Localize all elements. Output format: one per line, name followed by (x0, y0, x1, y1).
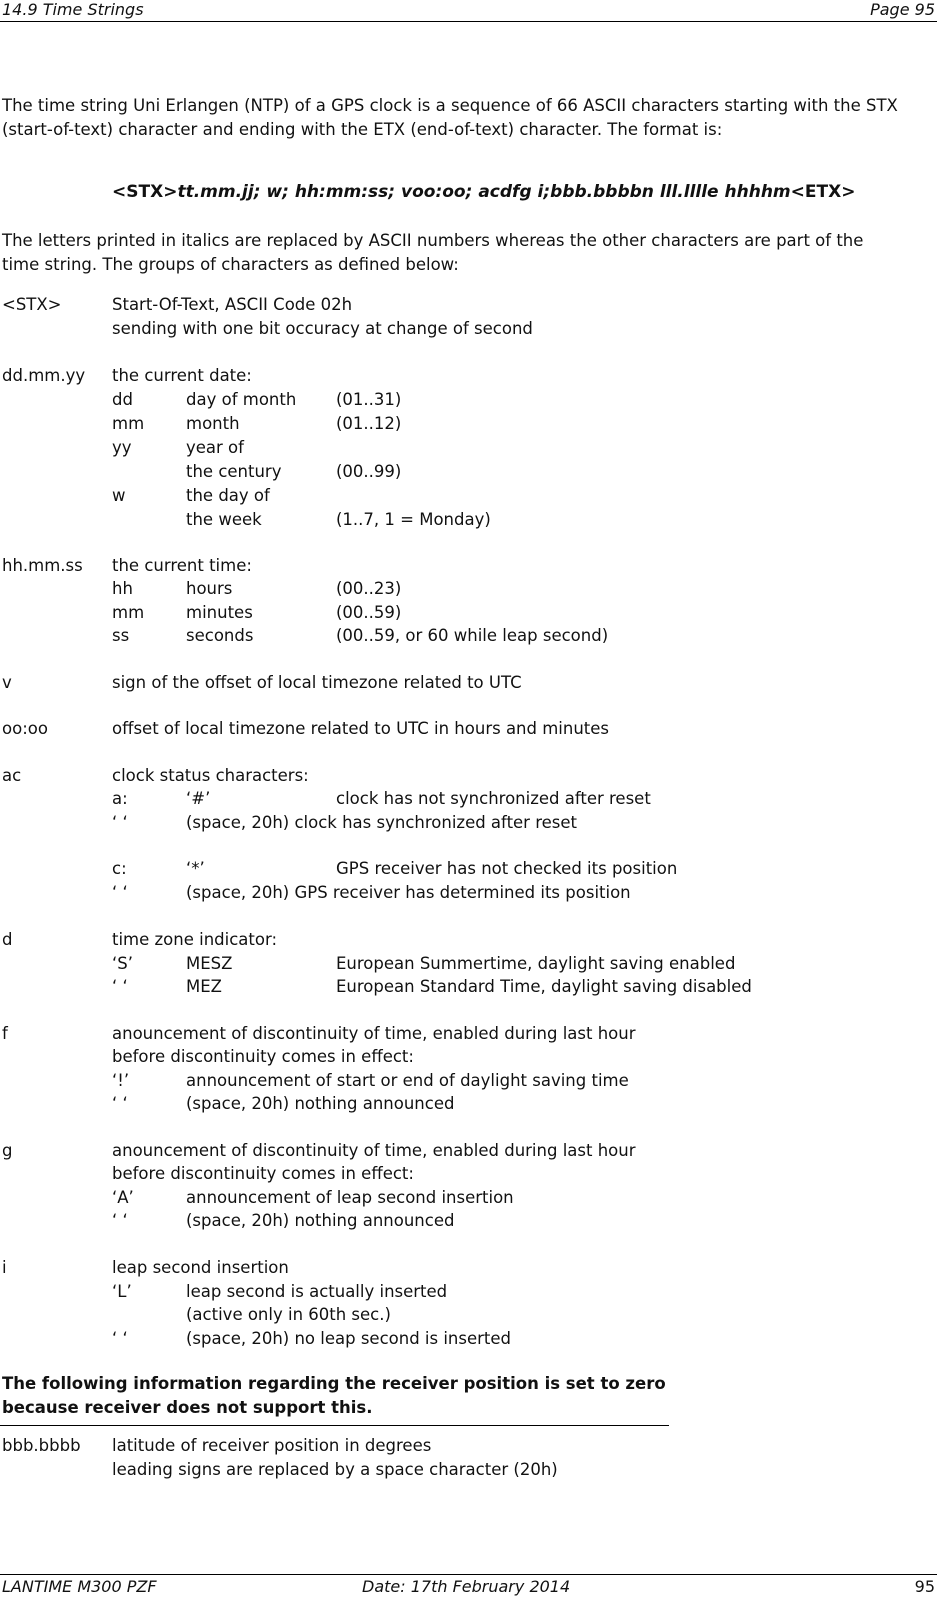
row-key: ‘ ‘ (112, 883, 128, 902)
footer-rule (0, 1574, 937, 1575)
def-term: i (2, 1258, 7, 1277)
row-label: (space, 20h) GPS receiver has determined its position (186, 883, 631, 902)
table-row (0, 1303, 937, 1327)
def-bbb (0, 1434, 937, 1458)
row-key: ‘!’ (112, 1071, 130, 1090)
format-stx: <STX> (112, 182, 178, 202)
def-text: latitude of receiver position in degrees (112, 1436, 432, 1455)
row-label: (space, 20h) no leap second is inserted (186, 1329, 512, 1348)
row-label: the century (186, 462, 282, 481)
running-header-page: Page 95 (870, 0, 935, 19)
table-row (0, 460, 937, 484)
def-ac (0, 764, 937, 788)
row-key: a: (112, 789, 128, 808)
row-key: dd (112, 390, 133, 409)
table-row (0, 1092, 937, 1116)
def-g (0, 1139, 937, 1163)
def-oo (0, 717, 937, 741)
def-text: before discontinuity comes in effect: (112, 1164, 414, 1183)
def-term: <STX> (2, 295, 62, 314)
table-row (0, 787, 937, 811)
def-term: bbb.bbbb (2, 1436, 81, 1455)
row-label: the week (186, 510, 262, 529)
def-v (0, 671, 937, 695)
table-row (0, 388, 937, 412)
intro-paragraph: The time string Uni Erlangen (NTP) of a GPS clock is a sequence of 66 ASCII characters starting with the STX (start-of-text) character and ending with the ETX (end-of-text) character. The format is: (2, 96, 898, 139)
row-range: (00..59) (336, 603, 402, 622)
table-row (0, 484, 937, 508)
row-label: (space, 20h) clock has synchronized after reset (186, 813, 578, 832)
row-key: ‘ ‘ (112, 1211, 128, 1230)
running-header-section: 14.9 Time Strings (2, 0, 144, 19)
row-key: ‘ ‘ (112, 813, 128, 832)
row-label: ‘#’ (186, 789, 211, 808)
def-time (0, 554, 937, 578)
def-d (0, 928, 937, 952)
def-text: leading signs are replaced by a space character (20h) (112, 1460, 558, 1479)
row-range: GPS receiver has not checked its position (336, 859, 678, 878)
row-label: MEZ (186, 977, 222, 996)
def-text: sending with one bit occuracy at change of second (112, 319, 533, 338)
def-term: v (2, 673, 12, 692)
def-term: f (2, 1024, 8, 1043)
row-label: minutes (186, 603, 253, 622)
note-paragraph: The letters printed in italics are replaced by ASCII numbers whereas the other characters are part of the time string. The groups of characters as defined below: (2, 231, 864, 274)
row-label: (space, 20h) nothing announced (186, 1094, 455, 1113)
footer-date: Date: 17th February 2014 (362, 1577, 571, 1596)
row-range: European Standard Time, daylight saving disabled (336, 977, 752, 996)
row-label: the day of (186, 486, 270, 505)
table-row (0, 1327, 937, 1351)
table-row (0, 975, 937, 999)
row-key: hh (112, 579, 133, 598)
row-label: (space, 20h) nothing announced (186, 1211, 455, 1230)
row-label: month (186, 414, 240, 433)
table-row (0, 881, 937, 905)
table-row (0, 624, 937, 648)
zero-note-line2: because receiver does not support this. (2, 1398, 373, 1417)
def-date (0, 364, 937, 388)
row-label: announcement of start or end of daylight saving time (186, 1071, 629, 1090)
def-f-cont (0, 1045, 937, 1069)
table-row (0, 952, 937, 976)
footer-page-number: 95 (914, 1577, 935, 1596)
def-g-cont (0, 1162, 937, 1186)
def-text: Start-Of-Text, ASCII Code 02h (112, 295, 353, 314)
def-text: leap second insertion (112, 1258, 289, 1277)
def-stx-cont (0, 317, 937, 341)
table-row (0, 1209, 937, 1233)
def-text: the current date: (112, 366, 252, 385)
section-rule (0, 1425, 669, 1426)
def-term: hh.mm.ss (2, 556, 83, 575)
table-row (0, 1280, 937, 1304)
time-string-format (112, 181, 855, 203)
header-rule (0, 21, 937, 22)
row-label: day of month (186, 390, 297, 409)
row-range: (1..7, 1 = Monday) (336, 510, 491, 529)
row-label: MESZ (186, 954, 233, 973)
def-text: time zone indicator: (112, 930, 278, 949)
row-key: ‘ ‘ (112, 1329, 128, 1348)
row-key: w (112, 486, 126, 505)
row-key: ss (112, 626, 130, 645)
table-row (0, 508, 937, 532)
row-range: (01..31) (336, 390, 402, 409)
row-label: hours (186, 579, 233, 598)
def-text: clock status characters: (112, 766, 309, 785)
def-f (0, 1022, 937, 1046)
row-range: (01..12) (336, 414, 402, 433)
row-label: seconds (186, 626, 254, 645)
row-label: year of (186, 438, 244, 457)
row-label: leap second is actually inserted (186, 1282, 448, 1301)
format-body: tt.mm.jj; w; hh:mm:ss; voo:oo; acdfg i;bbb.bbbbn lll.lllle hhhhm (177, 182, 791, 202)
def-text: anouncement of discontinuity of time, enabled during last hour (112, 1024, 636, 1043)
row-key: ‘L’ (112, 1282, 132, 1301)
row-key: mm (112, 414, 145, 433)
row-range: (00..23) (336, 579, 402, 598)
def-text: sign of the offset of local timezone related to UTC (112, 673, 522, 692)
def-i (0, 1256, 937, 1280)
table-row (0, 412, 937, 436)
def-stx (0, 293, 937, 317)
def-text: offset of local timezone related to UTC in hours and minutes (112, 719, 610, 738)
table-row (0, 601, 937, 625)
def-term: oo:oo (2, 719, 48, 738)
row-key: yy (112, 438, 132, 457)
row-key: ‘ ‘ (112, 977, 128, 996)
row-range: (00..99) (336, 462, 402, 481)
row-key: ‘S’ (112, 954, 133, 973)
def-bbb-cont (0, 1458, 937, 1482)
def-text: the current time: (112, 556, 252, 575)
table-row (0, 1186, 937, 1210)
row-key: mm (112, 603, 145, 622)
row-range: (00..59, or 60 while leap second) (336, 626, 609, 645)
def-term: dd.mm.yy (2, 366, 86, 385)
table-row (0, 436, 937, 460)
row-key: ‘A’ (112, 1188, 134, 1207)
footer-product: LANTIME M300 PZF (2, 1577, 157, 1596)
row-label: announcement of leap second insertion (186, 1188, 514, 1207)
row-range: clock has not synchronized after reset (336, 789, 651, 808)
table-row (0, 577, 937, 601)
table-row (0, 857, 937, 881)
row-label: ‘*’ (186, 859, 205, 878)
row-range: European Summertime, daylight saving enabled (336, 954, 736, 973)
def-term: d (2, 930, 13, 949)
def-text: before discontinuity comes in effect: (112, 1047, 414, 1066)
def-term: ac (2, 766, 22, 785)
table-row (0, 811, 937, 835)
zero-note-line1: The following information regarding the receiver position is set to zero (2, 1374, 666, 1393)
row-label: (active only in 60th sec.) (186, 1305, 391, 1324)
row-key: ‘ ‘ (112, 1094, 128, 1113)
def-text: anouncement of discontinuity of time, enabled during last hour (112, 1141, 636, 1160)
table-row (0, 1069, 937, 1093)
row-key: c: (112, 859, 127, 878)
format-etx: <ETX> (790, 182, 856, 202)
def-term: g (2, 1141, 13, 1160)
